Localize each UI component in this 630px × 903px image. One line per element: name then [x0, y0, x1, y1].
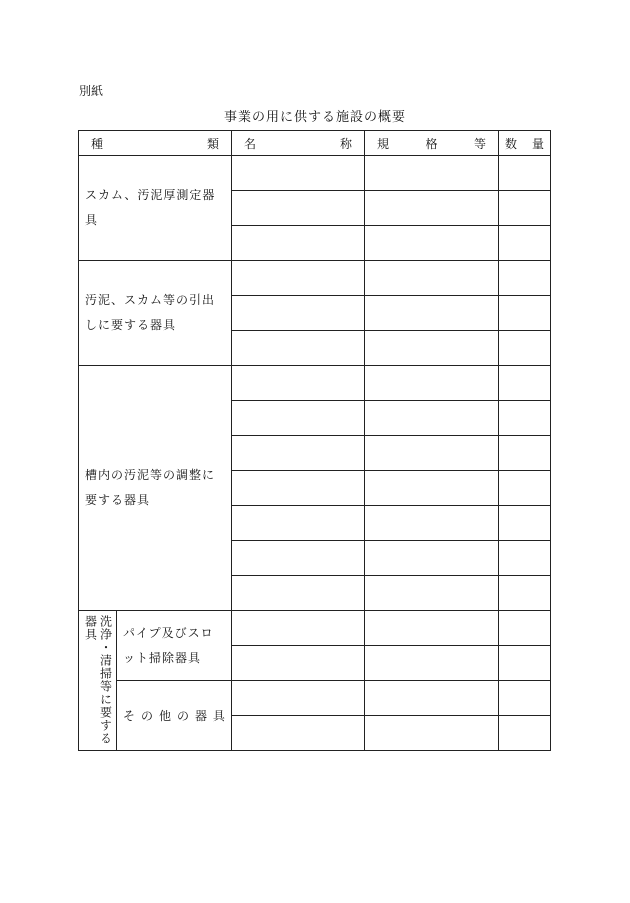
name-cell[interactable] — [232, 471, 365, 506]
quantity-cell[interactable] — [499, 331, 551, 366]
facility-table — [78, 130, 551, 751]
name-cell[interactable] — [232, 401, 365, 436]
quantity-cell[interactable] — [499, 226, 551, 261]
category-cell: スカム、汚泥厚測定器具 — [79, 156, 232, 261]
name-cell[interactable] — [232, 191, 365, 226]
spec-cell[interactable] — [365, 471, 499, 506]
name-cell[interactable] — [232, 611, 365, 646]
quantity-cell[interactable] — [499, 681, 551, 716]
quantity-cell[interactable] — [499, 296, 551, 331]
quantity-cell[interactable] — [499, 191, 551, 226]
table-row — [79, 261, 551, 296]
spec-cell[interactable] — [365, 576, 499, 611]
quantity-cell[interactable] — [499, 436, 551, 471]
name-cell[interactable] — [232, 226, 365, 261]
spec-cell[interactable] — [365, 261, 499, 296]
document-title: 事業の用に供する施設の概要 — [223, 110, 406, 125]
name-cell[interactable] — [232, 716, 365, 751]
header-row — [79, 131, 551, 156]
spec-cell[interactable] — [365, 366, 499, 401]
spec-cell[interactable] — [365, 716, 499, 751]
name-cell[interactable] — [232, 436, 365, 471]
name-cell[interactable] — [232, 646, 365, 681]
name-cell[interactable] — [232, 331, 365, 366]
spec-cell[interactable] — [365, 541, 499, 576]
quantity-cell[interactable] — [499, 506, 551, 541]
header-spec: 規 格 等 — [365, 131, 499, 156]
name-cell[interactable] — [232, 296, 365, 331]
name-cell[interactable] — [232, 576, 365, 611]
quantity-cell[interactable] — [499, 576, 551, 611]
subcategory-cell: そ の 他 の 器 具 — [117, 681, 232, 751]
spec-cell[interactable] — [365, 646, 499, 681]
subcategory-cell: パイプ及びスロット掃除器具 — [117, 611, 232, 681]
name-cell[interactable] — [232, 681, 365, 716]
name-cell[interactable] — [232, 261, 365, 296]
spec-cell[interactable] — [365, 156, 499, 191]
quantity-cell[interactable] — [499, 366, 551, 401]
annex-label: 別紙 — [79, 84, 104, 98]
quantity-cell[interactable] — [499, 611, 551, 646]
spec-cell[interactable] — [365, 191, 499, 226]
table-row — [79, 611, 551, 646]
name-cell[interactable] — [232, 366, 365, 401]
quantity-cell[interactable] — [499, 646, 551, 681]
spec-cell[interactable] — [365, 506, 499, 541]
quantity-cell[interactable] — [499, 401, 551, 436]
quantity-cell[interactable] — [499, 541, 551, 576]
name-cell[interactable] — [232, 156, 365, 191]
name-cell[interactable] — [232, 541, 365, 576]
spec-cell[interactable] — [365, 226, 499, 261]
spec-cell[interactable] — [365, 331, 499, 366]
cleaning-category-cell: 洗浄・清掃等に要する器具 — [79, 611, 117, 751]
spec-cell[interactable] — [365, 681, 499, 716]
spec-cell[interactable] — [365, 296, 499, 331]
table-row — [79, 366, 551, 401]
category-cell: 槽内の汚泥等の調整に要する器具 — [79, 366, 232, 611]
quantity-cell[interactable] — [499, 261, 551, 296]
table-row — [79, 156, 551, 191]
quantity-cell[interactable] — [499, 156, 551, 191]
category-cell: 汚泥、スカム等の引出しに要する器具 — [79, 261, 232, 366]
spec-cell[interactable] — [365, 611, 499, 646]
spec-cell[interactable] — [365, 401, 499, 436]
header-name: 名 称 — [232, 131, 365, 156]
quantity-cell[interactable] — [499, 716, 551, 751]
header-type: 種 類 — [79, 131, 232, 156]
name-cell[interactable] — [232, 506, 365, 541]
spec-cell[interactable] — [365, 436, 499, 471]
quantity-cell[interactable] — [499, 471, 551, 506]
table-row — [79, 681, 551, 716]
header-quantity: 数 量 — [499, 131, 551, 156]
